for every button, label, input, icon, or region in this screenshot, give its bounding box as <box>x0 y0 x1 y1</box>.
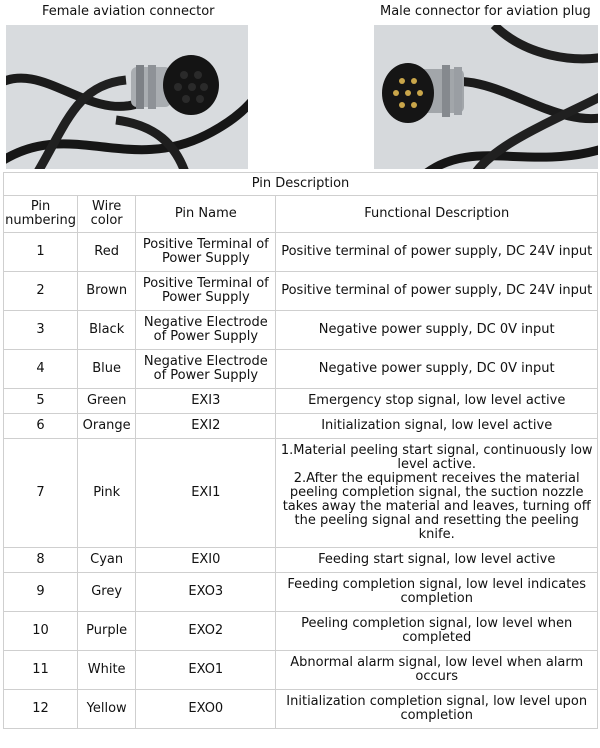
wire-color: Yellow <box>78 690 136 729</box>
pin-name: EXO1 <box>136 651 276 690</box>
table-row <box>4 233 598 272</box>
table-row <box>4 439 598 548</box>
table-header-row <box>4 196 598 233</box>
table-row <box>4 350 598 389</box>
header-pin-name: Pin Name <box>136 196 276 233</box>
pin-description: Emergency stop signal, low level active <box>276 389 598 414</box>
pin-name: Negative Electrode of Power Supply <box>136 311 276 350</box>
pin-number: 10 <box>4 612 78 651</box>
pin-description-part-1: 1.Material peeling start signal, continuously low level active. <box>280 443 593 472</box>
wire-color: Green <box>78 389 136 414</box>
table-row <box>4 548 598 573</box>
pin-name: Negative Electrode of Power Supply <box>136 350 276 389</box>
wire-color: Blue <box>78 350 136 389</box>
pin-description: Initialization signal, low level active <box>276 414 598 439</box>
pin-description: Feeding completion signal, low level indicates completion <box>276 573 598 612</box>
male-connector-photo <box>374 25 598 169</box>
pin-description: Feeding start signal, low level active <box>276 548 598 573</box>
table-row <box>4 311 598 350</box>
pin-name: EXO0 <box>136 690 276 729</box>
pin-description: Initialization completion signal, low level upon completion <box>276 690 598 729</box>
pin-description <box>276 439 598 548</box>
pin-description: Positive terminal of power supply, DC 24V input <box>276 272 598 311</box>
header-functional-description: Functional Description <box>276 196 598 233</box>
wire-color: Orange <box>78 414 136 439</box>
pin-description-part-2: 2.After the equipment receives the material peeling completion signal, the suction nozzle takes away the material and leaves, turning off the peeling signal and resetting the peeling knife. <box>282 471 591 542</box>
pin-name: EXI2 <box>136 414 276 439</box>
pin-name: Positive Terminal of Power Supply <box>136 233 276 272</box>
pin-number: 9 <box>4 573 78 612</box>
header-wire-color: Wire color <box>78 196 136 233</box>
pin-name: EXI1 <box>136 439 276 548</box>
pin-description-table <box>3 172 598 729</box>
wire-color: Purple <box>78 612 136 651</box>
wire-color: Grey <box>78 573 136 612</box>
table-row <box>4 414 598 439</box>
table-row <box>4 690 598 729</box>
pin-number: 8 <box>4 548 78 573</box>
pin-number: 2 <box>4 272 78 311</box>
table-row <box>4 389 598 414</box>
wire-color: Brown <box>78 272 136 311</box>
pin-name: EXO3 <box>136 573 276 612</box>
pin-description: Positive terminal of power supply, DC 24V input <box>276 233 598 272</box>
pin-number: 6 <box>4 414 78 439</box>
table-row <box>4 612 598 651</box>
wire-color: Cyan <box>78 548 136 573</box>
wire-color: Black <box>78 311 136 350</box>
pin-name: Positive Terminal of Power Supply <box>136 272 276 311</box>
pin-number: 7 <box>4 439 78 548</box>
pin-number: 12 <box>4 690 78 729</box>
pin-description: Negative power supply, DC 0V input <box>276 311 598 350</box>
pin-number: 3 <box>4 311 78 350</box>
table-row <box>4 272 598 311</box>
pin-number: 11 <box>4 651 78 690</box>
pin-description: Abnormal alarm signal, low level when alarm occurs <box>276 651 598 690</box>
wire-color: Red <box>78 233 136 272</box>
table-row <box>4 651 598 690</box>
wire-color: White <box>78 651 136 690</box>
pin-number: 4 <box>4 350 78 389</box>
pin-number: 5 <box>4 389 78 414</box>
table-title-row <box>4 173 598 196</box>
male-connector-caption: Male connector for aviation plug <box>380 4 591 19</box>
table-row <box>4 573 598 612</box>
pin-name: EXI0 <box>136 548 276 573</box>
pin-description: Negative power supply, DC 0V input <box>276 350 598 389</box>
wire-color: Pink <box>78 439 136 548</box>
female-connector-caption: Female aviation connector <box>42 4 215 19</box>
pin-description: Peeling completion signal, low level when completed <box>276 612 598 651</box>
pin-number: 1 <box>4 233 78 272</box>
pin-name: EXO2 <box>136 612 276 651</box>
female-connector-photo <box>6 25 248 169</box>
table-title: Pin Description <box>4 173 598 196</box>
header-pin-numbering: Pin numbering <box>4 196 78 233</box>
pin-name: EXI3 <box>136 389 276 414</box>
